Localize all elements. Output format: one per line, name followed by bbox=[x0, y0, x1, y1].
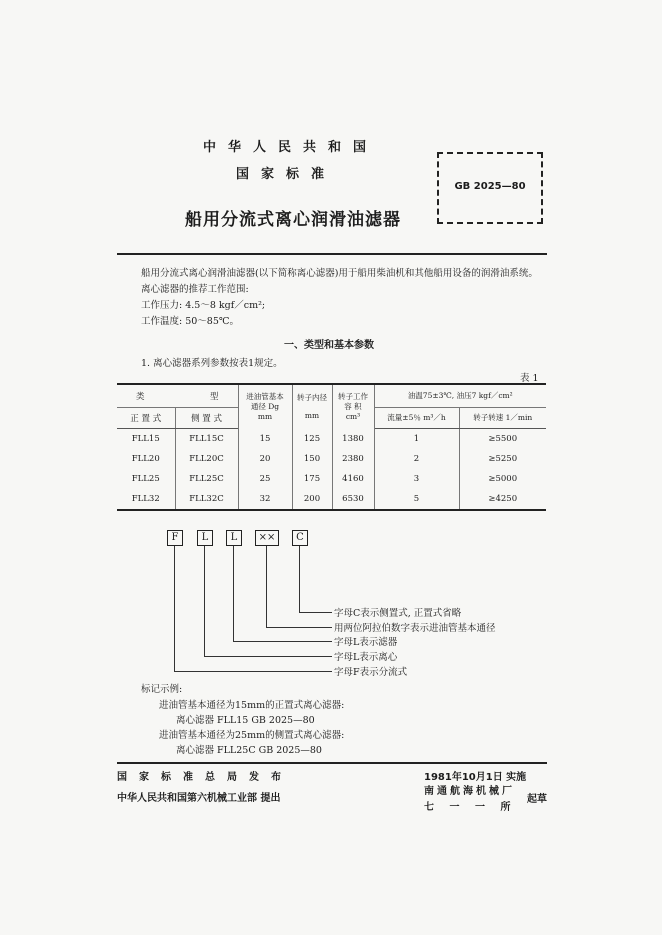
intro-line-3: 工作压力: 4.5～8 kgf／cm²; bbox=[141, 300, 266, 311]
legend-item: 字母C表示侧置式, 正置式省略 bbox=[334, 608, 462, 619]
designation-box-l1: L bbox=[197, 530, 213, 546]
example-2-mark: 离心滤器 FLL25C GB 2025—80 bbox=[176, 745, 322, 756]
table-row: FLL32 FLL32C 32 200 6530 5 ≥4250 bbox=[117, 489, 546, 510]
header-speed: 转子转速 1／min bbox=[459, 408, 546, 429]
header-conditions: 油温75±3℃, 油压7 kgf／cm² bbox=[374, 384, 546, 408]
page-title: 船用分流式离心润滑油滤器 bbox=[185, 210, 401, 230]
country-name: 中华人民共和国 bbox=[203, 140, 379, 155]
legend-item: 字母L表示离心 bbox=[334, 652, 398, 663]
header-rotor-diameter: 转子内径 mm bbox=[292, 384, 332, 429]
example-2-desc: 进油管基本通径为25mm的侧置式离心滤器: bbox=[159, 730, 345, 741]
leader-line bbox=[233, 546, 234, 641]
drafter-2: 七 一 一 所 bbox=[424, 802, 517, 813]
standard-code-box bbox=[437, 152, 543, 224]
issuer: 国家标准总局发布 bbox=[117, 772, 293, 783]
leader-line bbox=[233, 641, 332, 642]
parameter-table bbox=[117, 383, 546, 511]
header-rotor-volume: 转子工作 容 积 cm³ bbox=[332, 384, 374, 429]
section-heading: 一、类型和基本参数 bbox=[284, 340, 374, 351]
footer-rule bbox=[117, 762, 547, 764]
effective-date: 1981年10月1日 实施 bbox=[424, 772, 527, 783]
standard-code: GB 2025—80 bbox=[454, 181, 526, 192]
intro-line-1: 船用分流式离心润滑油滤器(以下简称离心滤器)用于船用柴油机和其他船用设备的润滑油系统。 bbox=[141, 268, 538, 279]
table-row: FLL15 FLL15C 15 125 1380 1 ≥5500 bbox=[117, 429, 546, 450]
header-rule bbox=[117, 253, 547, 255]
leader-line bbox=[204, 656, 332, 657]
example-1-mark: 离心滤器 FLL15 GB 2025—80 bbox=[176, 715, 315, 726]
leader-line bbox=[174, 546, 175, 671]
standard-type: 国家标准 bbox=[236, 167, 337, 182]
drafter-1: 南通航海机械厂 bbox=[424, 786, 515, 797]
designation-box-xx: ×× bbox=[255, 530, 279, 546]
header-upright: 正 置 式 bbox=[117, 408, 175, 429]
section-item-1: 1. 离心滤器系列参数按表1规定。 bbox=[141, 358, 283, 369]
drafted-label: 起草 bbox=[527, 794, 547, 805]
intro-line-2: 离心滤器的推荐工作范围: bbox=[141, 284, 249, 295]
designation-box-c: C bbox=[292, 530, 308, 546]
leader-line bbox=[299, 546, 300, 612]
intro-line-4: 工作温度: 50～85℃。 bbox=[141, 316, 240, 327]
header-flow: 流量±5％ m³／h bbox=[374, 408, 459, 429]
leader-line bbox=[204, 546, 205, 656]
leader-line bbox=[299, 612, 332, 613]
leader-line bbox=[174, 671, 332, 672]
legend-item: 字母F表示分流式 bbox=[334, 667, 408, 678]
example-title: 标记示例: bbox=[141, 684, 183, 695]
table-row: FLL25 FLL25C 25 175 4160 3 ≥5000 bbox=[117, 469, 546, 489]
leader-line bbox=[266, 627, 332, 628]
designation-box-l2: L bbox=[226, 530, 242, 546]
header-side: 侧 置 式 bbox=[175, 408, 238, 429]
legend-item: 字母L表示滤器 bbox=[334, 637, 398, 648]
proposer: 中华人民共和国第六机械工业部 提出 bbox=[117, 793, 281, 804]
header-inlet: 进油管基本 通径 Dg mm bbox=[238, 384, 292, 429]
header-type: 类 型 bbox=[117, 384, 238, 408]
legend-item: 用两位阿拉伯数字表示进油管基本通径 bbox=[334, 623, 496, 634]
table-label: 表 1 bbox=[520, 373, 539, 384]
table-row: FLL20 FLL20C 20 150 2380 2 ≥5250 bbox=[117, 449, 546, 469]
designation-box-f: F bbox=[167, 530, 183, 546]
leader-line bbox=[266, 546, 267, 627]
example-1-desc: 进油管基本通径为15mm的正置式离心滤器: bbox=[159, 700, 345, 711]
